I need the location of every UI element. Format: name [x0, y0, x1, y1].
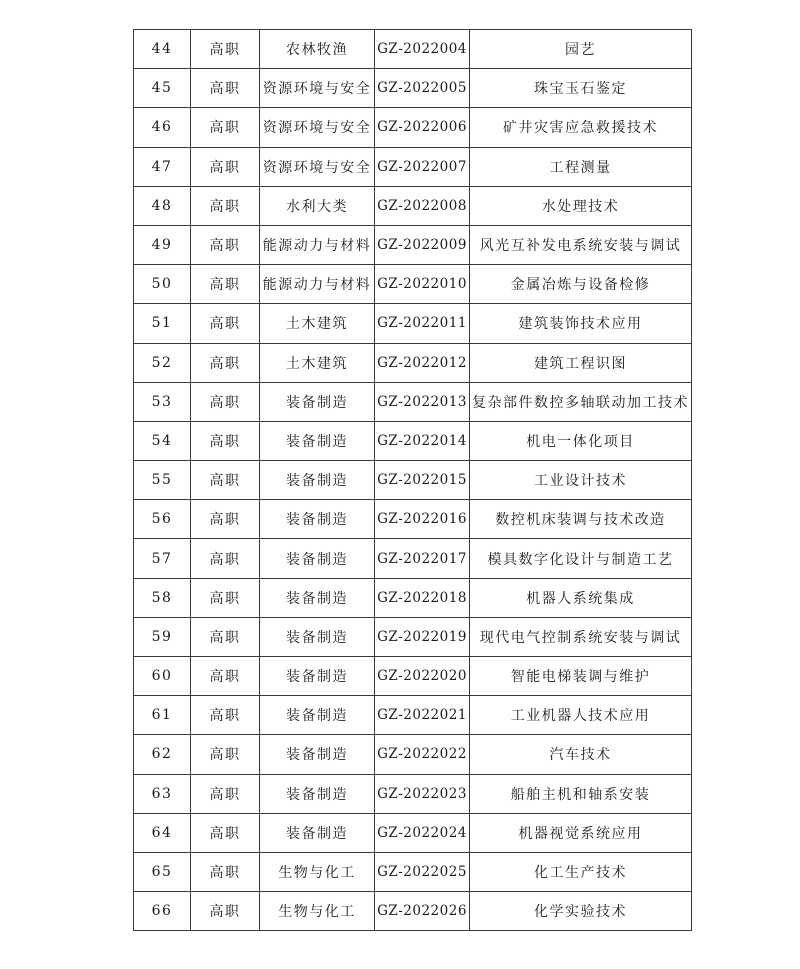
code-cell: GZ-2022004 [375, 30, 470, 69]
category-cell: 装备制造 [260, 421, 375, 460]
competition-name-cell: 机器视觉系统应用 [470, 813, 692, 852]
row-number-cell: 60 [134, 657, 191, 696]
competition-name-cell: 金属冶炼与设备检修 [470, 265, 692, 304]
table-row [134, 69, 692, 108]
table-body [134, 30, 692, 931]
category-cell: 装备制造 [260, 735, 375, 774]
category-cell: 装备制造 [260, 578, 375, 617]
level-cell: 高职 [191, 186, 260, 225]
code-cell: GZ-2022010 [375, 265, 470, 304]
code-cell: GZ-2022009 [375, 225, 470, 264]
level-cell: 高职 [191, 735, 260, 774]
table-row [134, 225, 692, 264]
level-cell: 高职 [191, 304, 260, 343]
table-row [134, 774, 692, 813]
code-cell: GZ-2022013 [375, 382, 470, 421]
table-row [134, 304, 692, 343]
row-number-cell: 51 [134, 304, 191, 343]
table-row [134, 186, 692, 225]
category-cell: 生物与化工 [260, 892, 375, 931]
row-number-cell: 54 [134, 421, 191, 460]
level-cell: 高职 [191, 225, 260, 264]
code-cell: GZ-2022023 [375, 774, 470, 813]
category-cell: 资源环境与安全 [260, 147, 375, 186]
code-cell: GZ-2022006 [375, 108, 470, 147]
row-number-cell: 59 [134, 617, 191, 656]
category-cell: 装备制造 [260, 813, 375, 852]
category-cell: 装备制造 [260, 500, 375, 539]
row-number-cell: 47 [134, 147, 191, 186]
row-number-cell: 56 [134, 500, 191, 539]
category-cell: 装备制造 [260, 461, 375, 500]
row-number-cell: 53 [134, 382, 191, 421]
table-row [134, 382, 692, 421]
level-cell: 高职 [191, 539, 260, 578]
level-cell: 高职 [191, 578, 260, 617]
table-row [134, 421, 692, 460]
row-number-cell: 49 [134, 225, 191, 264]
competition-name-cell: 园艺 [470, 30, 692, 69]
level-cell: 高职 [191, 852, 260, 891]
table-row [134, 813, 692, 852]
level-cell: 高职 [191, 617, 260, 656]
code-cell: GZ-2022012 [375, 343, 470, 382]
competition-name-cell: 水处理技术 [470, 186, 692, 225]
category-cell: 土木建筑 [260, 304, 375, 343]
code-cell: GZ-2022024 [375, 813, 470, 852]
code-cell: GZ-2022005 [375, 69, 470, 108]
competition-table [133, 29, 692, 931]
code-cell: GZ-2022011 [375, 304, 470, 343]
category-cell: 水利大类 [260, 186, 375, 225]
competition-name-cell: 机器人系统集成 [470, 578, 692, 617]
level-cell: 高职 [191, 108, 260, 147]
competition-name-cell: 珠宝玉石鉴定 [470, 69, 692, 108]
table-row [134, 578, 692, 617]
category-cell: 资源环境与安全 [260, 108, 375, 147]
competition-name-cell: 化工生产技术 [470, 852, 692, 891]
table-row [134, 852, 692, 891]
competition-name-cell: 机电一体化项目 [470, 421, 692, 460]
competition-name-cell: 工业设计技术 [470, 461, 692, 500]
row-number-cell: 63 [134, 774, 191, 813]
level-cell: 高职 [191, 30, 260, 69]
table-row [134, 892, 692, 931]
competition-name-cell: 汽车技术 [470, 735, 692, 774]
level-cell: 高职 [191, 500, 260, 539]
level-cell: 高职 [191, 421, 260, 460]
level-cell: 高职 [191, 892, 260, 931]
level-cell: 高职 [191, 69, 260, 108]
competition-name-cell: 矿井灾害应急救援技术 [470, 108, 692, 147]
row-number-cell: 58 [134, 578, 191, 617]
competition-name-cell: 建筑工程识图 [470, 343, 692, 382]
competition-name-cell: 工业机器人技术应用 [470, 696, 692, 735]
row-number-cell: 64 [134, 813, 191, 852]
table-row [134, 617, 692, 656]
level-cell: 高职 [191, 343, 260, 382]
code-cell: GZ-2022022 [375, 735, 470, 774]
table-row [134, 657, 692, 696]
table-row [134, 696, 692, 735]
row-number-cell: 44 [134, 30, 191, 69]
code-cell: GZ-2022008 [375, 186, 470, 225]
table-row [134, 735, 692, 774]
code-cell: GZ-2022014 [375, 421, 470, 460]
level-cell: 高职 [191, 265, 260, 304]
category-cell: 土木建筑 [260, 343, 375, 382]
code-cell: GZ-2022025 [375, 852, 470, 891]
level-cell: 高职 [191, 657, 260, 696]
level-cell: 高职 [191, 696, 260, 735]
row-number-cell: 61 [134, 696, 191, 735]
row-number-cell: 50 [134, 265, 191, 304]
row-number-cell: 65 [134, 852, 191, 891]
table-row [134, 147, 692, 186]
category-cell: 装备制造 [260, 774, 375, 813]
competition-name-cell: 建筑装饰技术应用 [470, 304, 692, 343]
level-cell: 高职 [191, 774, 260, 813]
row-number-cell: 62 [134, 735, 191, 774]
category-cell: 能源动力与材料 [260, 225, 375, 264]
row-number-cell: 48 [134, 186, 191, 225]
table-row [134, 30, 692, 69]
level-cell: 高职 [191, 813, 260, 852]
competition-name-cell: 船舶主机和轴系安装 [470, 774, 692, 813]
competition-name-cell: 化学实验技术 [470, 892, 692, 931]
code-cell: GZ-2022026 [375, 892, 470, 931]
category-cell: 能源动力与材料 [260, 265, 375, 304]
category-cell: 农林牧渔 [260, 30, 375, 69]
table-row [134, 343, 692, 382]
level-cell: 高职 [191, 147, 260, 186]
category-cell: 资源环境与安全 [260, 69, 375, 108]
category-cell: 装备制造 [260, 696, 375, 735]
code-cell: GZ-2022015 [375, 461, 470, 500]
row-number-cell: 66 [134, 892, 191, 931]
competition-name-cell: 智能电梯装调与维护 [470, 657, 692, 696]
code-cell: GZ-2022017 [375, 539, 470, 578]
table-row [134, 108, 692, 147]
competition-name-cell: 数控机床装调与技术改造 [470, 500, 692, 539]
table-row [134, 500, 692, 539]
competition-name-cell: 现代电气控制系统安装与调试 [470, 617, 692, 656]
code-cell: GZ-2022020 [375, 657, 470, 696]
category-cell: 装备制造 [260, 617, 375, 656]
code-cell: GZ-2022018 [375, 578, 470, 617]
competition-name-cell: 模具数字化设计与制造工艺 [470, 539, 692, 578]
table-row [134, 539, 692, 578]
category-cell: 装备制造 [260, 657, 375, 696]
competition-name-cell: 风光互补发电系统安装与调试 [470, 225, 692, 264]
row-number-cell: 57 [134, 539, 191, 578]
code-cell: GZ-2022021 [375, 696, 470, 735]
level-cell: 高职 [191, 461, 260, 500]
table-row [134, 461, 692, 500]
code-cell: GZ-2022016 [375, 500, 470, 539]
row-number-cell: 45 [134, 69, 191, 108]
row-number-cell: 52 [134, 343, 191, 382]
category-cell: 生物与化工 [260, 852, 375, 891]
row-number-cell: 46 [134, 108, 191, 147]
code-cell: GZ-2022019 [375, 617, 470, 656]
code-cell: GZ-2022007 [375, 147, 470, 186]
category-cell: 装备制造 [260, 382, 375, 421]
level-cell: 高职 [191, 382, 260, 421]
competition-name-cell: 工程测量 [470, 147, 692, 186]
table-row [134, 265, 692, 304]
row-number-cell: 55 [134, 461, 191, 500]
competition-name-cell: 复杂部件数控多轴联动加工技术 [470, 382, 692, 421]
category-cell: 装备制造 [260, 539, 375, 578]
